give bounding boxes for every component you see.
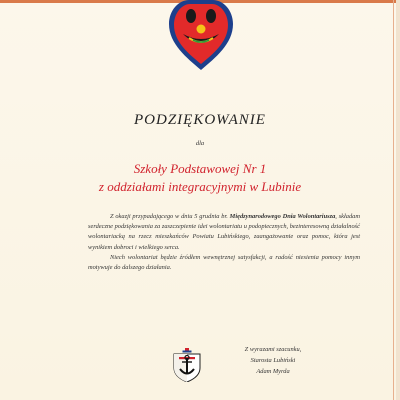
body-p1-bold: Międzynarodowego Dnia Wolontariusza xyxy=(229,213,336,220)
heart-clown-logo-icon xyxy=(167,0,235,72)
recipient-line-1: Szkoły Podstawowej Nr 1 xyxy=(133,161,267,176)
signature-greeting: Z wyrazami szacunku, xyxy=(244,346,302,353)
body-p1-rest: , składam serdeczne podziękowania za zaszczepienie idei wolontariatu u podopiecznych, bezinteresowną działalność wolontariacką na rzecz mieszkańców Powiatu Lubińskiego, zaangażowanie oraz pomoc, która jest wynikiem dobroci i wielkiego serca. xyxy=(88,213,360,251)
right-border-line xyxy=(393,0,394,400)
certificate-title: PODZIĘKOWANIE xyxy=(134,112,266,128)
recipient-line-2: z oddziałami integracyjnymi w Lubinie xyxy=(98,179,302,194)
right-edge xyxy=(396,0,400,400)
recipient-block xyxy=(0,160,400,196)
body-p1-intro: Z okazji przypadającego w dniu 5 grudnia br. xyxy=(110,213,230,220)
body-text xyxy=(88,212,360,273)
body-paragraph-1 xyxy=(88,212,360,253)
signature-name: Adam Myrda xyxy=(256,368,290,375)
dla-label: dla xyxy=(195,140,205,147)
signature-block xyxy=(218,344,328,377)
body-paragraph-2: Niech wolontariat będzie źródłem wewnętrznej satysfakcji, a radość niesienia pomocy innym motywuje do dalszego działania. xyxy=(88,253,360,272)
signature-role: Starosta Lubiński xyxy=(250,357,296,364)
coat-of-arms-anchor-icon xyxy=(172,348,202,382)
